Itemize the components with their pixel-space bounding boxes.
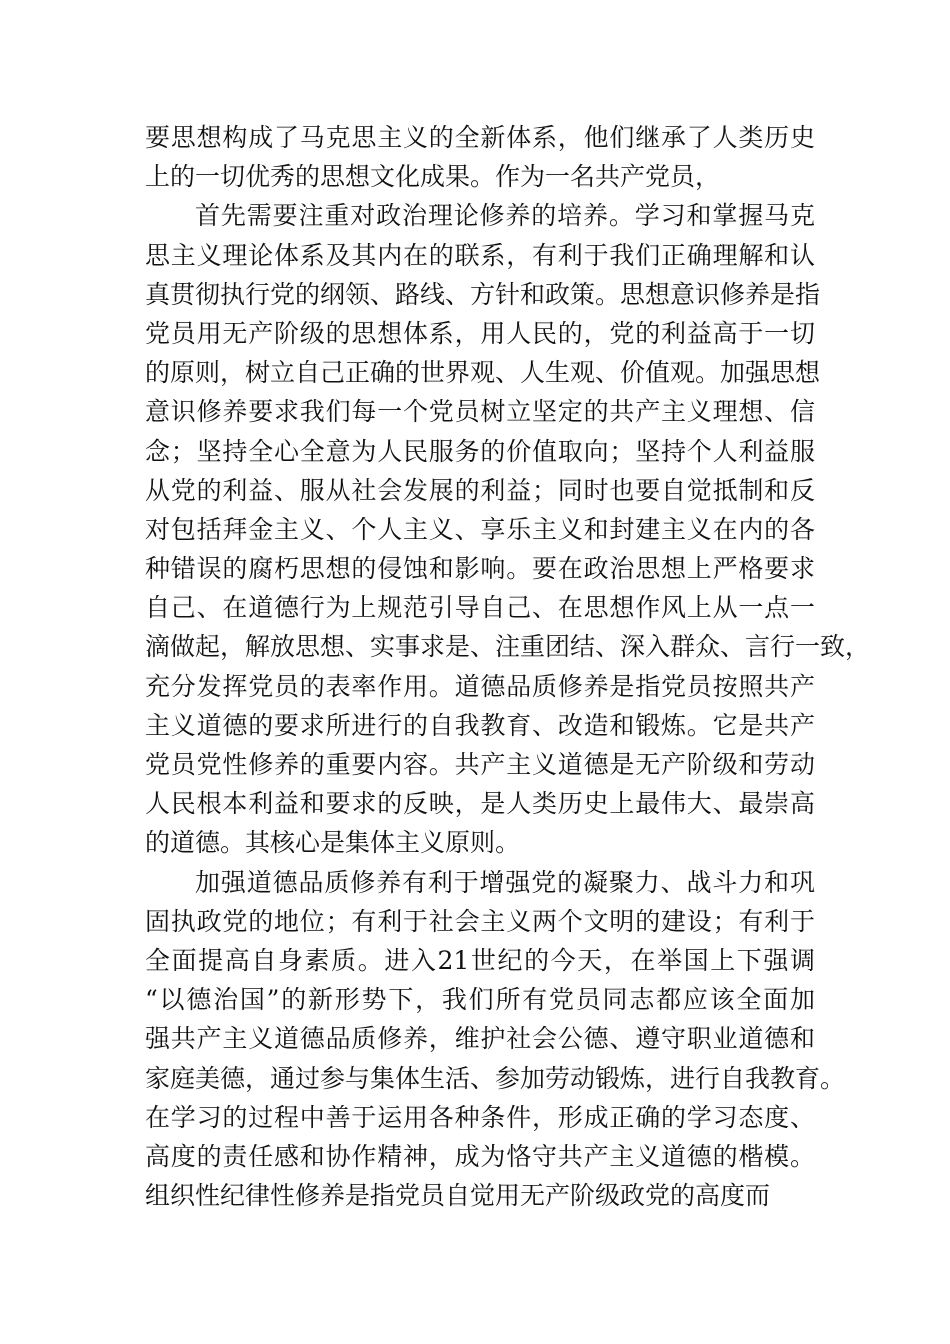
text-line: 思主义理论体系及其内在的联系，有利于我们正确理解和认 <box>145 240 815 270</box>
text-line: 首先需要注重对政治理论修养的培养。学习和掌握马克 <box>195 201 815 231</box>
text-line: 全面提高自身素质。进入21世纪的今天，在举国上下强调 <box>145 945 815 975</box>
text-line: 的道德。其核心是集体主义原则。 <box>145 828 521 858</box>
paragraph <box>145 118 815 196</box>
text-line: 念；坚持全心全意为人民服务的价值取向；坚持个人利益服 <box>145 436 815 466</box>
text-line: 充分发挥党员的表率作用。道德品质修养是指党员按照共产 <box>145 671 815 701</box>
text-line: 自己、在道德行为上规范引导自己、在思想作风上从一点一 <box>145 593 815 623</box>
text-line: 家庭美德，通过参与集体生活、参加劳动锻炼，进行自我教育。 <box>145 1063 846 1093</box>
text-line: 对包括拜金主义、个人主义、享乐主义和封建主义在内的各 <box>145 514 815 544</box>
text-line: 意识修养要求我们每一个党员树立坚定的共产主义理想、信 <box>145 397 815 427</box>
text-line: “以德治国”的新形势下，我们所有党员同志都应该全面加 <box>145 985 815 1015</box>
text-line: 真贯彻执行党的纲领、路线、方针和政策。思想意识修养是指 <box>145 279 821 309</box>
text-line: 党员党性修养的重要内容。共产主义道德是无产阶级和劳动 <box>145 750 815 779</box>
text-line: 人民根本利益和要求的反映，是人类历史上最伟大、最崇高 <box>145 789 815 819</box>
paragraph <box>145 196 871 862</box>
text-line: 加强道德品质修养有利于增强党的凝聚力、战斗力和巩 <box>195 867 815 897</box>
text-line: 高度的责任感和协作精神，成为恪守共产主义道德的楷模。 <box>145 1141 815 1171</box>
text-line: 要思想构成了马克思主义的全新体系，他们继承了人类历史 <box>145 123 815 152</box>
text-line: 上的一切优秀的思想文化成果。作为一名共产党员， <box>145 162 721 192</box>
text-line: 固执政党的地位；有利于社会主义两个文明的建设；有利于 <box>145 906 815 936</box>
text-line: 的原则，树立自己正确的世界观、人生观、价值观。加强思想 <box>145 358 821 388</box>
text-line: 主义道德的要求所进行的自我教育、改造和锻炼。它是共产 <box>145 710 815 740</box>
text-line: 组织性纪律性修养是指党员自觉用无产阶级政党的高度而 <box>145 1181 771 1211</box>
text-line: 滴做起，解放思想、实事求是、注重团结、深入群众、言行一致， <box>145 632 871 662</box>
text-line: 从党的利益、服从社会发展的利益；同时也要自觉抵制和反 <box>145 475 815 505</box>
text-line: 党员用无产阶级的思想体系，用人民的，党的利益高于一切 <box>145 318 815 348</box>
body-text <box>145 118 871 1215</box>
paragraph <box>145 863 846 1216</box>
text-line: 种错误的腐朽思想的侵蚀和影响。要在政治思想上严格要求 <box>145 554 815 584</box>
text-line: 在学习的过程中善于运用各种条件，形成正确的学习态度、 <box>145 1102 815 1132</box>
text-line: 强共产主义道德品质修养，维护社会公德、遵守职业道德和 <box>145 1024 815 1054</box>
